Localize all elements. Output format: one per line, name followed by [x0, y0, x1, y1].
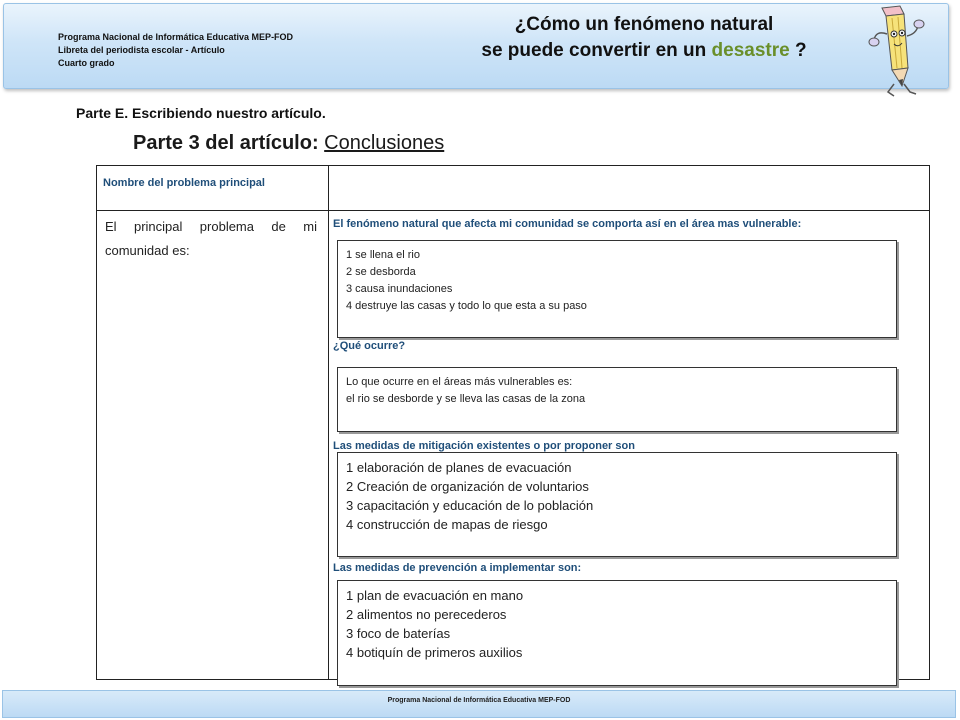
subsection-prefix: Parte 3 del artículo:: [133, 132, 325, 154]
mitigation-answer-box[interactable]: [337, 452, 897, 557]
prevention-question: Las medidas de prevención a implementar son:: [333, 562, 582, 574]
subsection-heading: [133, 132, 444, 155]
what-happens-question: ¿Qué ocurre?: [333, 340, 406, 352]
subsection-underlined: Conclusiones: [324, 132, 445, 154]
behavior-question: El fenómeno natural que afecta mi comunidad se comporta así en el área mas vulnerable:: [333, 218, 802, 230]
page-title: [434, 12, 854, 64]
section-heading: Parte E. Escribiendo nuestro artículo.: [76, 105, 326, 121]
pencil-mascot-icon: [864, 4, 926, 100]
main-problem-line-2: comunidad es:: [105, 243, 190, 258]
answer-line: 4 construcción de mapas de riesgo: [346, 517, 548, 532]
answer-line: 2 se desborda: [346, 266, 416, 278]
answer-line: 2 alimentos no perecederos: [346, 607, 507, 622]
mitigation-question: Las medidas de mitigación existentes o por proponer son: [333, 440, 635, 452]
program-info: [58, 31, 293, 70]
problem-name-label: Nombre del problema principal: [103, 177, 265, 189]
main-problem-line-1: El principal problema de mi: [105, 219, 317, 234]
answer-line: Lo que ocurre en el áreas más vulnerables es:: [346, 376, 573, 388]
header-banner: [3, 3, 949, 89]
answer-line: el rio se desborde y se lleva las casas de la zona: [346, 393, 586, 405]
program-line: Programa Nacional de Informática Educativa MEP-FOD: [58, 32, 294, 42]
answer-line: 4 botiquín de primeros auxilios: [346, 645, 523, 660]
answer-line: 1 elaboración de planes de evacuación: [346, 460, 572, 475]
table-column-divider: [328, 166, 329, 679]
title-accent-word: desastre: [711, 40, 790, 61]
answer-line: 1 plan de evacuación en mano: [346, 588, 524, 603]
footer-banner: [2, 690, 956, 718]
title-line-1: ¿Cómo un fenómeno natural: [514, 14, 774, 35]
title-line-2-start: se puede convertir en un: [481, 40, 712, 61]
title-line-2-end: ?: [789, 40, 807, 61]
answer-line: 3 capacitación y educación de lo población: [346, 498, 594, 513]
answer-line: 4 destruye las casas y todo lo que esta a su paso: [346, 300, 587, 312]
prevention-answer-box[interactable]: [337, 580, 897, 686]
what-happens-answer-box[interactable]: [337, 367, 897, 432]
answer-line: 3 causa inundaciones: [346, 283, 453, 295]
grade-line: Cuarto grado: [58, 58, 115, 68]
table-row-divider: [97, 210, 929, 211]
answer-line: 1 se llena el rio: [346, 249, 420, 261]
main-problem-text: [105, 215, 317, 263]
answer-line: 3 foco de baterías: [346, 626, 451, 641]
answer-line: 2 Creación de organización de voluntarios: [346, 479, 589, 494]
behavior-answer-box[interactable]: [337, 240, 897, 338]
title-line-2: [434, 38, 854, 64]
footer-text: Programa Nacional de Informática Educativa MEP-FOD: [387, 697, 571, 704]
notebook-line: Libreta del periodista escolar - Artículo: [58, 45, 225, 55]
